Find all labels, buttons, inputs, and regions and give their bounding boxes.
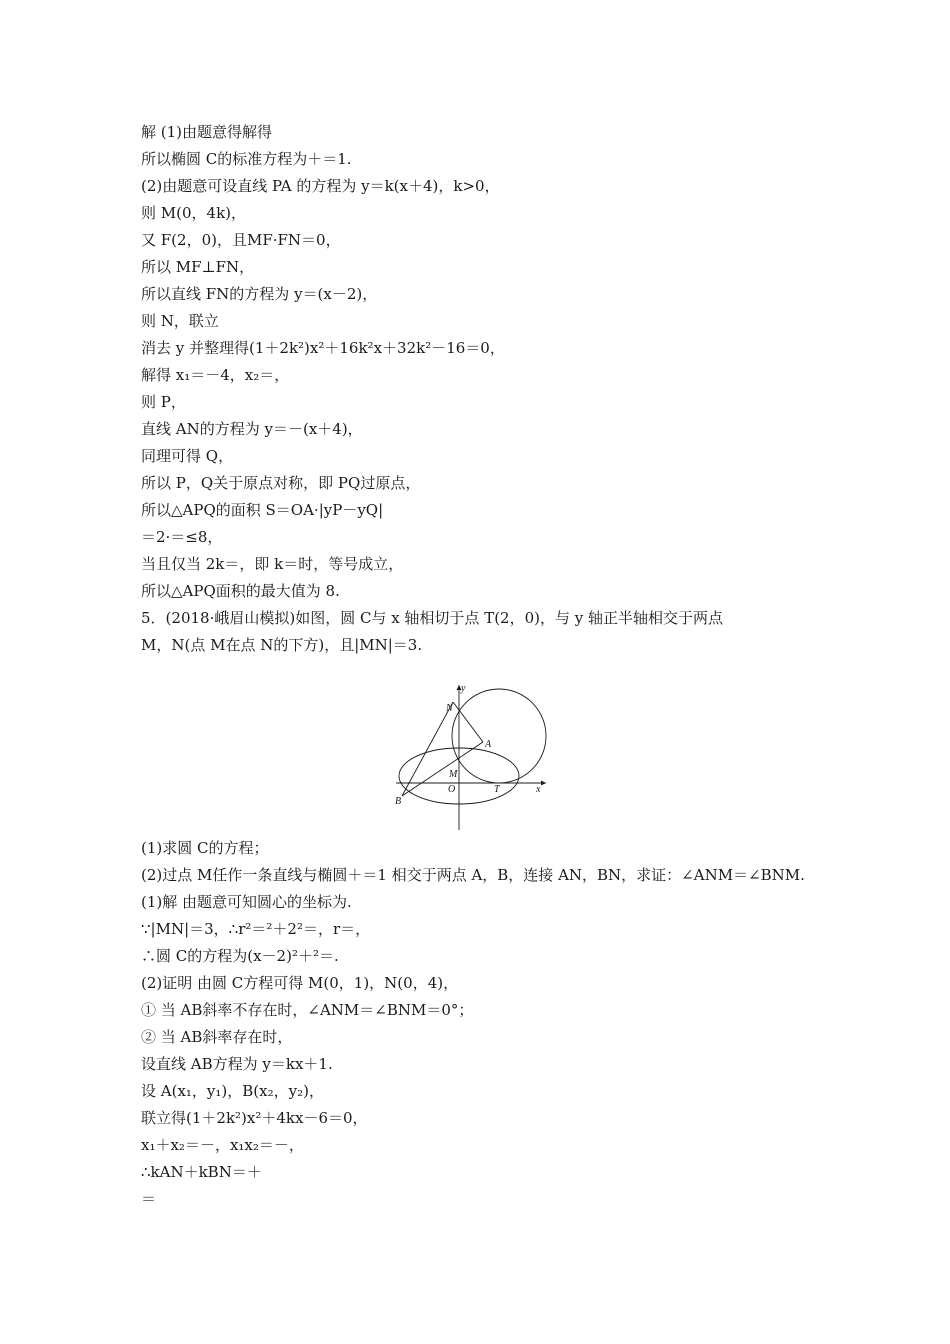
text-line: (2)证明 由圆 C方程可得 M(0，1)，N(0，4)， xyxy=(141,974,459,992)
label-y: y xyxy=(461,683,466,694)
text-line: ∵|MN|＝3，∴r²＝²＋2²＝，r＝， xyxy=(141,920,371,938)
text-line: 联立得(1＋2k²)x²＋4kx－6＝0， xyxy=(141,1109,368,1127)
text-line: (2)过点 M任作一条直线与椭圆＋＝1 相交于两点 A，B，连接 AN，BN，求证：∠ANM＝∠BNM. xyxy=(141,866,805,884)
text-line: 所以 MF⊥FN， xyxy=(141,258,255,276)
text-line: (1)解 由题意可知圆心的坐标为. xyxy=(141,893,352,911)
text-line: 所以△APQ的面积 S＝OA·|yP－yQ| xyxy=(141,501,384,519)
text-line: 所以△APQ面积的最大值为 8. xyxy=(141,582,340,600)
text-line: ① 当 AB斜率不存在时，∠ANM＝∠BNM＝0°； xyxy=(141,1001,474,1019)
geometry-figure xyxy=(392,680,552,832)
problem-statement: M，N(点 M在点 N的下方)，且|MN|＝3. xyxy=(141,636,423,654)
label-t: T xyxy=(494,784,500,795)
label-o: O xyxy=(448,784,456,795)
x-axis-arrow xyxy=(541,781,546,786)
text-line: 消去 y 并整理得(1＋2k²)x²＋16k²x＋32k²－16＝0， xyxy=(141,339,505,357)
text-line: 则 P， xyxy=(141,393,186,411)
label-n: N xyxy=(446,703,453,714)
label-a: A xyxy=(485,739,492,750)
text-line: 直线 AN的方程为 y＝－(x＋4)， xyxy=(141,420,363,438)
problem-statement: 5．(2018·峨眉山模拟)如图，圆 C与 x 轴相切于点 T(2，0)，与 y 轴正半轴相交于两点 xyxy=(141,609,724,627)
text-line: x₁＋x₂＝－，x₁x₂＝－， xyxy=(141,1136,304,1154)
text-line: (1)求圆 C的方程； xyxy=(141,839,269,857)
text-line: 所以椭圆 C的标准方程为＋＝1. xyxy=(141,150,352,168)
text-line: 解得 x₁＝－4，x₂＝， xyxy=(141,366,290,384)
text-line: 所以直线 FN的方程为 y＝(x－2)， xyxy=(141,285,378,303)
text-line: ② 当 AB斜率存在时， xyxy=(141,1028,293,1046)
segment-na xyxy=(453,702,483,742)
text-line: 则 N，联立 xyxy=(141,312,219,330)
text-line: 当且仅当 2k＝，即 k＝时，等号成立， xyxy=(141,555,404,573)
text-line: ∴kAN＋kBN＝＋ xyxy=(141,1163,262,1181)
label-b: B xyxy=(395,796,402,807)
text-line: 同理可得 Q， xyxy=(141,447,234,465)
text-line: (2)由题意可设直线 PA 的方程为 y＝k(x＋4)，k>0， xyxy=(141,177,500,195)
label-m: M xyxy=(449,769,458,780)
text-line: ∴圆 C的方程为(x－2)²＋²＝. xyxy=(141,947,339,965)
text-line: 设 A(x₁，y₁)，B(x₂，y₂)， xyxy=(141,1082,324,1100)
text-line: ＝2·＝≤8， xyxy=(141,528,223,546)
text-line: 设直线 AB方程为 y＝kx＋1. xyxy=(141,1055,333,1073)
text-line: 又 F(2，0)，且MF·FN＝0， xyxy=(141,231,341,249)
text-line: ＝ xyxy=(141,1190,157,1208)
text-line: 解 (1)由题意得解得 xyxy=(141,123,273,141)
text-line: 所以 P，Q关于原点对称，即 PQ过原点， xyxy=(141,474,421,492)
label-x: x xyxy=(536,784,541,795)
text-line: 则 M(0，4k)， xyxy=(141,204,247,222)
circle-c xyxy=(452,689,546,783)
segment-ba xyxy=(402,742,483,796)
